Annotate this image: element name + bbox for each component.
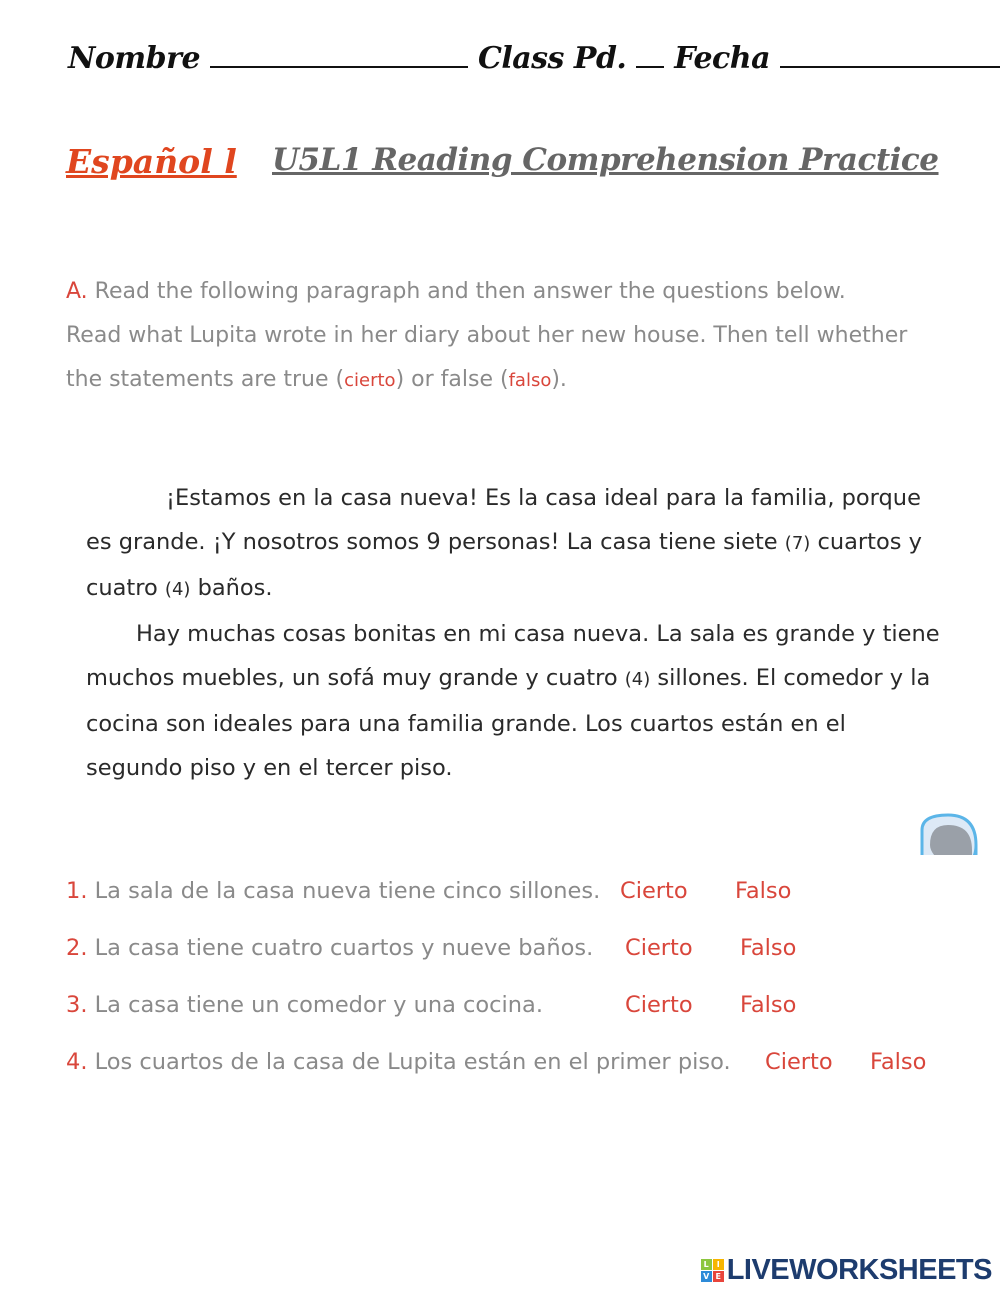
logo-block: V (701, 1271, 712, 1282)
liveworksheets-logo (701, 1254, 992, 1287)
q4-cierto-option[interactable]: Cierto (765, 1049, 833, 1075)
date-label: Fecha (674, 41, 771, 76)
question-1 (66, 878, 600, 904)
section-letter: A. (66, 279, 88, 304)
instruction-line-3c: ). (551, 367, 567, 392)
passage-number: (7) (784, 533, 811, 554)
q1-cierto-option[interactable]: Cierto (620, 878, 688, 904)
class-period-blank[interactable] (636, 38, 664, 68)
passage-text: cuartos y cuatro (86, 529, 922, 601)
logo-block: L (701, 1259, 712, 1270)
q3-cierto-option[interactable]: Cierto (625, 992, 693, 1018)
course-title: Español l (66, 142, 237, 181)
passage-text: Hay muchas cosas bonitas en mi casa nueva. La sala es grande y tiene muchos muebles, un sofá muy grande y cuatro (86, 621, 940, 691)
question-4 (66, 1049, 731, 1075)
question-text: Los cuartos de la casa de Lupita están en el primer piso. (94, 1049, 731, 1075)
question-2 (66, 935, 593, 961)
logo-blocks-icon (701, 1259, 724, 1282)
class-period-label: Class Pd. (477, 41, 627, 76)
passage-number: (4) (624, 669, 651, 690)
instruction-line-1: Read the following paragraph and then answer the questions below. (94, 279, 846, 304)
q2-falso-option[interactable]: Falso (740, 935, 797, 961)
q3-falso-option[interactable]: Falso (740, 992, 797, 1018)
passage-paragraph-2 (86, 612, 946, 790)
question-number: 1. (66, 878, 88, 904)
q4-falso-option[interactable]: Falso (870, 1049, 927, 1075)
date-blank[interactable] (780, 38, 1000, 68)
instructions (66, 270, 966, 403)
q2-cierto-option[interactable]: Cierto (625, 935, 693, 961)
passage-text: sillones. El comedor y la cocina son ideales para una familia grande. Los cuartos están en el segundo piso y en el tercer piso. (86, 665, 931, 781)
passage-paragraph-1 (86, 476, 946, 612)
question-number: 4. (66, 1049, 88, 1075)
passage-number: (4) (164, 579, 191, 600)
instruction-line-3b: ) or false ( (395, 367, 509, 392)
question-text: La casa tiene cuatro cuartos y nueve baños. (94, 935, 594, 961)
brand-name: LIVEWORKSHEETS (726, 1254, 992, 1286)
instruction-line-3: the statements are true ( (66, 367, 345, 392)
question-number: 2. (66, 935, 88, 961)
passage-text: ¡Estamos en la casa nueva! Es la casa ideal para la familia, porque es grande. ¡Y nosotros somos 9 personas! La casa tiene siete (86, 485, 921, 555)
passage-text: baños. (190, 575, 273, 601)
question-text: La sala de la casa nueva tiene cinco sillones. (94, 878, 601, 904)
question-text: La casa tiene un comedor y una cocina. (94, 992, 543, 1018)
diary-passage (86, 476, 946, 790)
cierto-word: cierto (344, 370, 396, 391)
logo-block: E (713, 1271, 724, 1282)
student-info-header (68, 38, 1000, 76)
q1-falso-option[interactable]: Falso (735, 878, 792, 904)
name-blank[interactable] (210, 38, 468, 68)
logo-block: I (713, 1259, 724, 1270)
falso-word: falso (508, 370, 552, 391)
instruction-line-2: Read what Lupita wrote in her diary about her new house. Then tell whether (66, 323, 908, 348)
question-3 (66, 992, 543, 1018)
name-label: Nombre (68, 41, 201, 76)
question-number: 3. (66, 992, 88, 1018)
lesson-title: U5L1 Reading Comprehension Practice (272, 142, 939, 178)
